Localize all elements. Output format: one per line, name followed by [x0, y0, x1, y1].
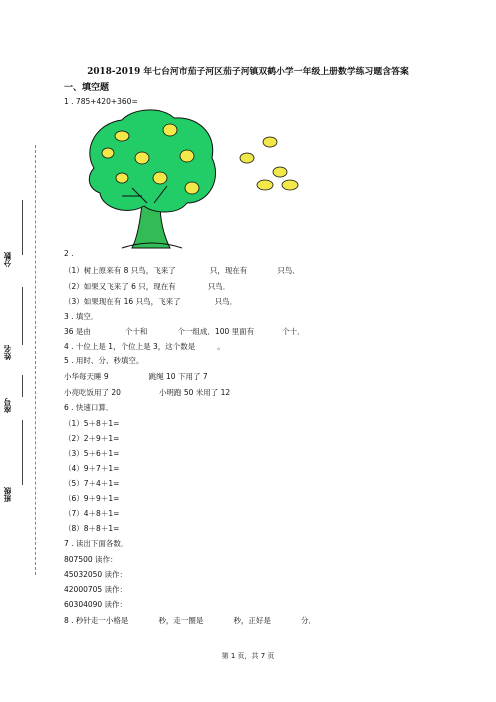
calc-item: （2）2＋9＋1= [64, 434, 120, 443]
class-label: 班级 [3, 487, 12, 502]
flying-birds-illustration [235, 130, 315, 200]
question-2-3: （3）如果现在有 16 只鸟，飞来了 只鸟． [64, 297, 238, 306]
question-8: 8 . 秒针走一小格是 秒，走一圈是 秒，正好是 分． [64, 616, 316, 625]
section-heading: 一、填空题 [64, 83, 110, 93]
class-line [22, 420, 23, 485]
question-5: 5 . 用时、分、秒填空。 [64, 356, 144, 365]
id-label: 座号 [3, 398, 12, 413]
question-4: 4 . 十位上是 1，个位上是 3，这个数是 。 [64, 342, 225, 351]
question-1: 1 . 785+420+360= [64, 97, 138, 106]
question-3-body: 36 是由 个十和 个一组成．100 里面有 个十． [64, 327, 305, 336]
score-label: 分数 [3, 252, 12, 267]
read-item: 45032050 读作： [64, 570, 128, 579]
read-item: 42000705 读作： [64, 585, 128, 594]
question-7: 7 . 读出下面各数． [64, 539, 129, 548]
calc-item: （5）7＋4＋1= [64, 479, 120, 488]
calc-item: （1）5＋8＋1= [64, 419, 120, 428]
question-6: 6 . 快速口算． [64, 403, 114, 412]
question-5-row2: 小亮吃饭用了 20 小明跑 50 米用了 12 [64, 388, 231, 397]
binding-dashed-line [35, 145, 36, 575]
question-2: 2 . [64, 249, 74, 258]
read-item: 807500 读作： [64, 555, 118, 564]
page-title: 2018-2019 年七台河市茄子河区茄子河镇双鹤小学一年级上册数学练习题含答案 [87, 67, 409, 77]
score-line [22, 200, 23, 255]
calc-item: （6）9＋9＋1= [64, 494, 120, 503]
calc-item: （4）9＋7＋1= [64, 464, 120, 473]
id-line [22, 375, 23, 397]
name-label: 姓名 [3, 345, 12, 360]
question-2-2: （2）如果又飞来了 6 只，现在有 只鸟． [64, 282, 231, 291]
calc-item: （7）4＋8＋1= [64, 509, 120, 518]
tree-illustration [82, 108, 222, 253]
question-3: 3 . 填空． [64, 312, 99, 321]
calc-item: （8）8＋8＋1= [64, 524, 120, 533]
calc-item: （3）5＋6＋1= [64, 449, 120, 458]
question-2-1: （1）树上原来有 8 只鸟，飞来了 只，现在有 只鸟． [64, 266, 300, 275]
page-footer: 第 1 页，共 7 页 [221, 652, 275, 660]
name-line [22, 287, 23, 345]
question-5-row1: 小华每天睡 9 跳绳 10 下用了 7 [64, 372, 208, 381]
read-item: 60304090 读作： [64, 600, 128, 609]
